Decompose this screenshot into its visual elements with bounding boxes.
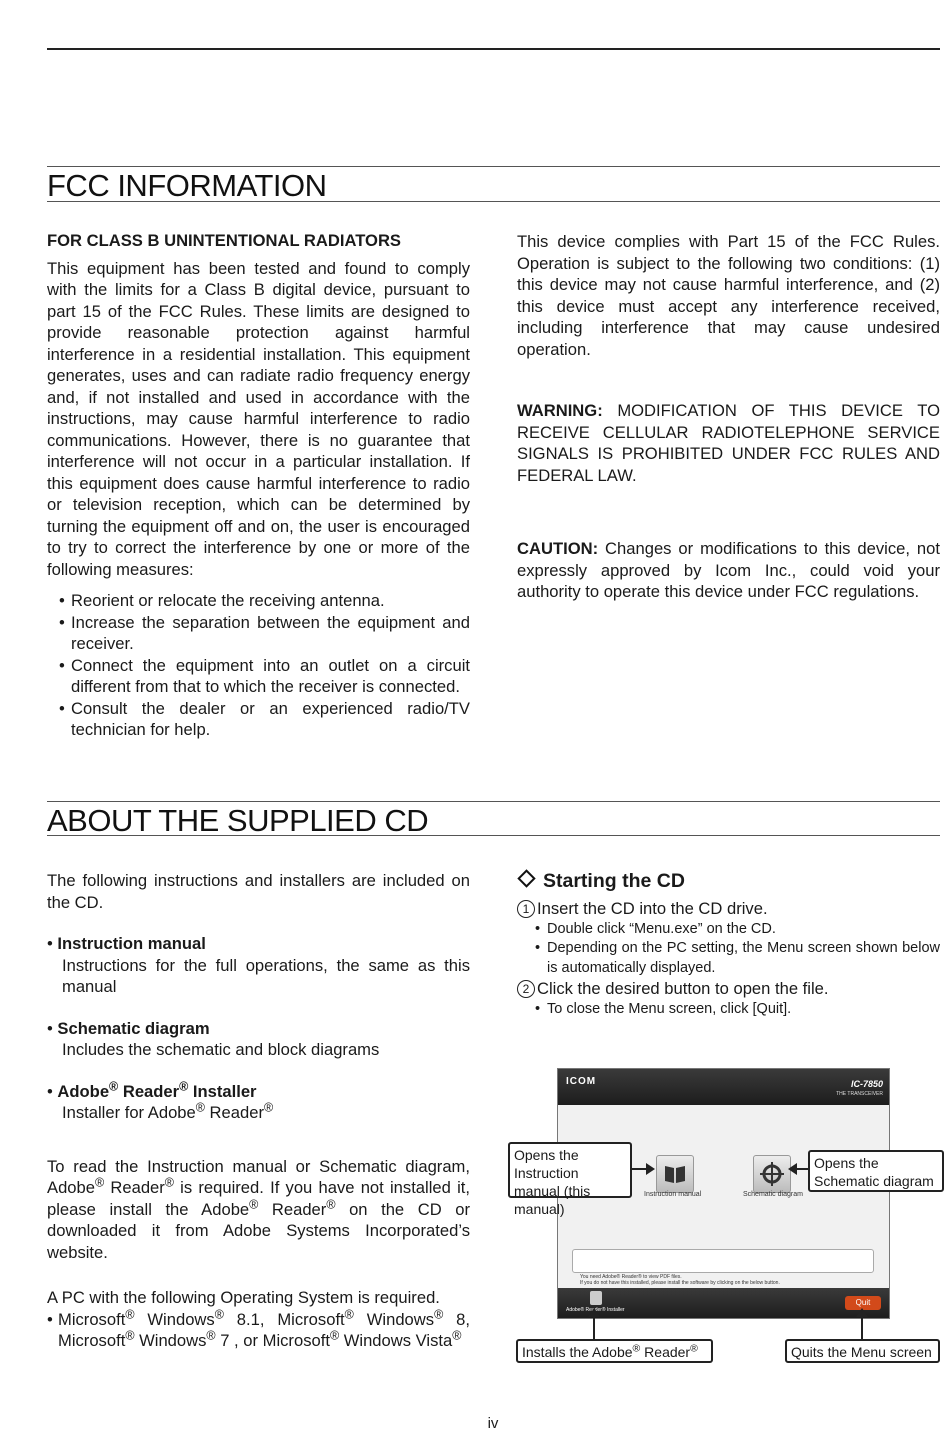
callout-instruction-manual: Opens the Instruction manual (this manual) [508,1142,632,1198]
adobe-installer-label: Adobe® Reader® Installer [566,1307,625,1313]
list-item: • Reorient or relocate the receiving antenna. [47,590,470,612]
arrow-line [861,1316,863,1339]
fcc-compliance: This device complies with Part 15 of the FCC Rules. Operation is subject to the following two conditions: (1) this device may not cause harmful interference, and (2) this device must accept any interference received, including interference that may cause undesired operation. [517,232,940,359]
model-subtitle: THE TRANSCEIVER [836,1091,883,1097]
arrow-head [856,1308,868,1317]
cd-item-title: • Instruction manual [47,934,206,953]
step-number: 1 [517,900,535,918]
quit-button[interactable]: Quit [845,1296,881,1310]
arrow-head [788,1163,797,1175]
icom-logo: ICOM [566,1076,597,1087]
fcc-measures-list [47,590,470,741]
callout-adobe-reader: Installs the Adobe® Reader® [516,1339,713,1363]
fcc-warning [517,400,940,486]
cd-read-paragraph: To read the Instruction manual or Schematic diagram, Adobe® Reader® is required. If you have not installed it, please install the Adobe® Reader® on the CD or downloaded it from Adobe Systems Incorporated’s website. [47,1156,470,1262]
schematic-icon [754,1156,790,1192]
cd-intro: The following instructions and installers are included on the CD. [47,871,470,912]
warning-label: WARNING: [517,401,603,420]
cd-item-body: Installer for Adobe® Reader® [62,1100,274,1122]
top-rule [47,48,940,50]
arrow-head [588,1308,600,1317]
step-1: 1 Insert the CD into the CD drive. [517,898,940,920]
cd-item-adobe [47,1078,470,1124]
warning-text: MODIFICATION OF THIS DEVICE TO RECEIVE CELLULAR RADIOTELEPHONE SERVICE SIGNALS IS PROHIBITED UNDER FCC RULES AND FEDERAL LAW. [517,401,940,485]
fcc-right-column [517,231,940,603]
arrow-line [593,1316,595,1339]
list-item: • Double click “Menu.exe” on the CD. [517,920,940,940]
cd-item-schematic [47,1018,470,1061]
notice-line-2: If you do not have this installed, please install the software by clicking on the below button. [580,1280,780,1286]
fcc-left-heading: FOR CLASS B UNINTENTIONAL RADIATORS [47,231,402,250]
book-icon [657,1156,693,1192]
caution-label: CAUTION: [517,539,599,558]
fcc-title-underline [47,201,940,202]
cd-os-intro: A PC with the following Operating System is required. [47,1288,440,1307]
list-item: • Consult the dealer or an experienced radio/TV technician for help. [47,698,470,741]
model-logo: IC-7850 [850,1079,883,1089]
fcc-left-column [47,230,470,741]
callout-quit: Quits the Menu screen [785,1339,940,1363]
instruction-manual-button[interactable] [656,1155,694,1193]
cd-item-title: • Adobe® Reader® Installer [47,1078,257,1101]
info-box [572,1249,874,1273]
screen-header [558,1069,889,1105]
fcc-caution [517,538,940,603]
instruction-manual-label: Instruction manual [644,1191,702,1198]
notice-line-1: You need Adobe® Reader® to view PDF files. [580,1274,682,1280]
list-item: • Depending on the PC setting, the Menu screen shown below is automatically displayed. [517,939,940,978]
step-number: 2 [517,980,535,998]
arrow-line [796,1168,808,1170]
cd-item-manual [47,933,470,998]
cd-left-column [47,870,470,1352]
cd-item-body: Includes the schematic and block diagrams [62,1040,380,1059]
list-item: • To close the Menu screen, click [Quit]. [517,1000,940,1020]
page-number: iv [487,1415,499,1432]
callout-schematic-diagram: Opens the Schematic diagram [808,1150,944,1192]
cd-item-body: Instructions for the full operations, the same as this manual [62,955,470,996]
list-item: • Connect the equipment into an outlet on a circuit different from that to which the receiver is connected. [47,655,470,698]
cd-title: ABOUT THE SUPPLIED CD [47,803,429,838]
schematic-diagram-button[interactable] [753,1155,791,1193]
arrow-head [646,1163,655,1175]
cd-os-list: • Microsoft® Windows® 8.1, Microsoft® Windows® 8, Microsoft® Windows® 7 , or Microsoft® Windows Vista® [47,1306,470,1350]
schematic-diagram-label: Schematic diagram [743,1191,803,1198]
cd-rule [47,801,940,802]
fcc-rule [47,166,940,167]
diamond-icon [517,869,535,887]
step-2: 2 Click the desired button to open the file. [517,978,940,1000]
fcc-left-paragraph: This equipment has been tested and found to comply with the limits for a Class B digital device, pursuant to part 15 of the FCC Rules. These limits are designed to provide reasonable protection against harmful interference in a residential installation. This equipment generates, uses and can radiate radio frequency energy and, if not installed and used in accordance with the instructions, may cause harmful interference to radio communications. However, there is no guarantee that interference will not occur in a particular installation. If this equipment does cause harmful interference to radio or television reception, which can be determined by turning the equipment off and on, the user is encouraged to try to correct the interference by one or more of the following measures: [47,258,470,579]
caution-text: Changes or modifications to this device, not expressly approved by Icom Inc., could void your authority to operate this device under FCC regulations. [517,539,940,601]
screen-footer [558,1288,889,1318]
cd-title-underline [47,835,940,836]
cd-item-title: • Schematic diagram [47,1018,210,1038]
fcc-title: FCC INFORMATION [47,168,327,203]
cd-right-column [517,868,940,1019]
adobe-installer-button[interactable] [590,1291,602,1305]
starting-heading: Starting the CD [517,868,940,894]
list-item: • Increase the separation between the equipment and receiver. [47,612,470,655]
